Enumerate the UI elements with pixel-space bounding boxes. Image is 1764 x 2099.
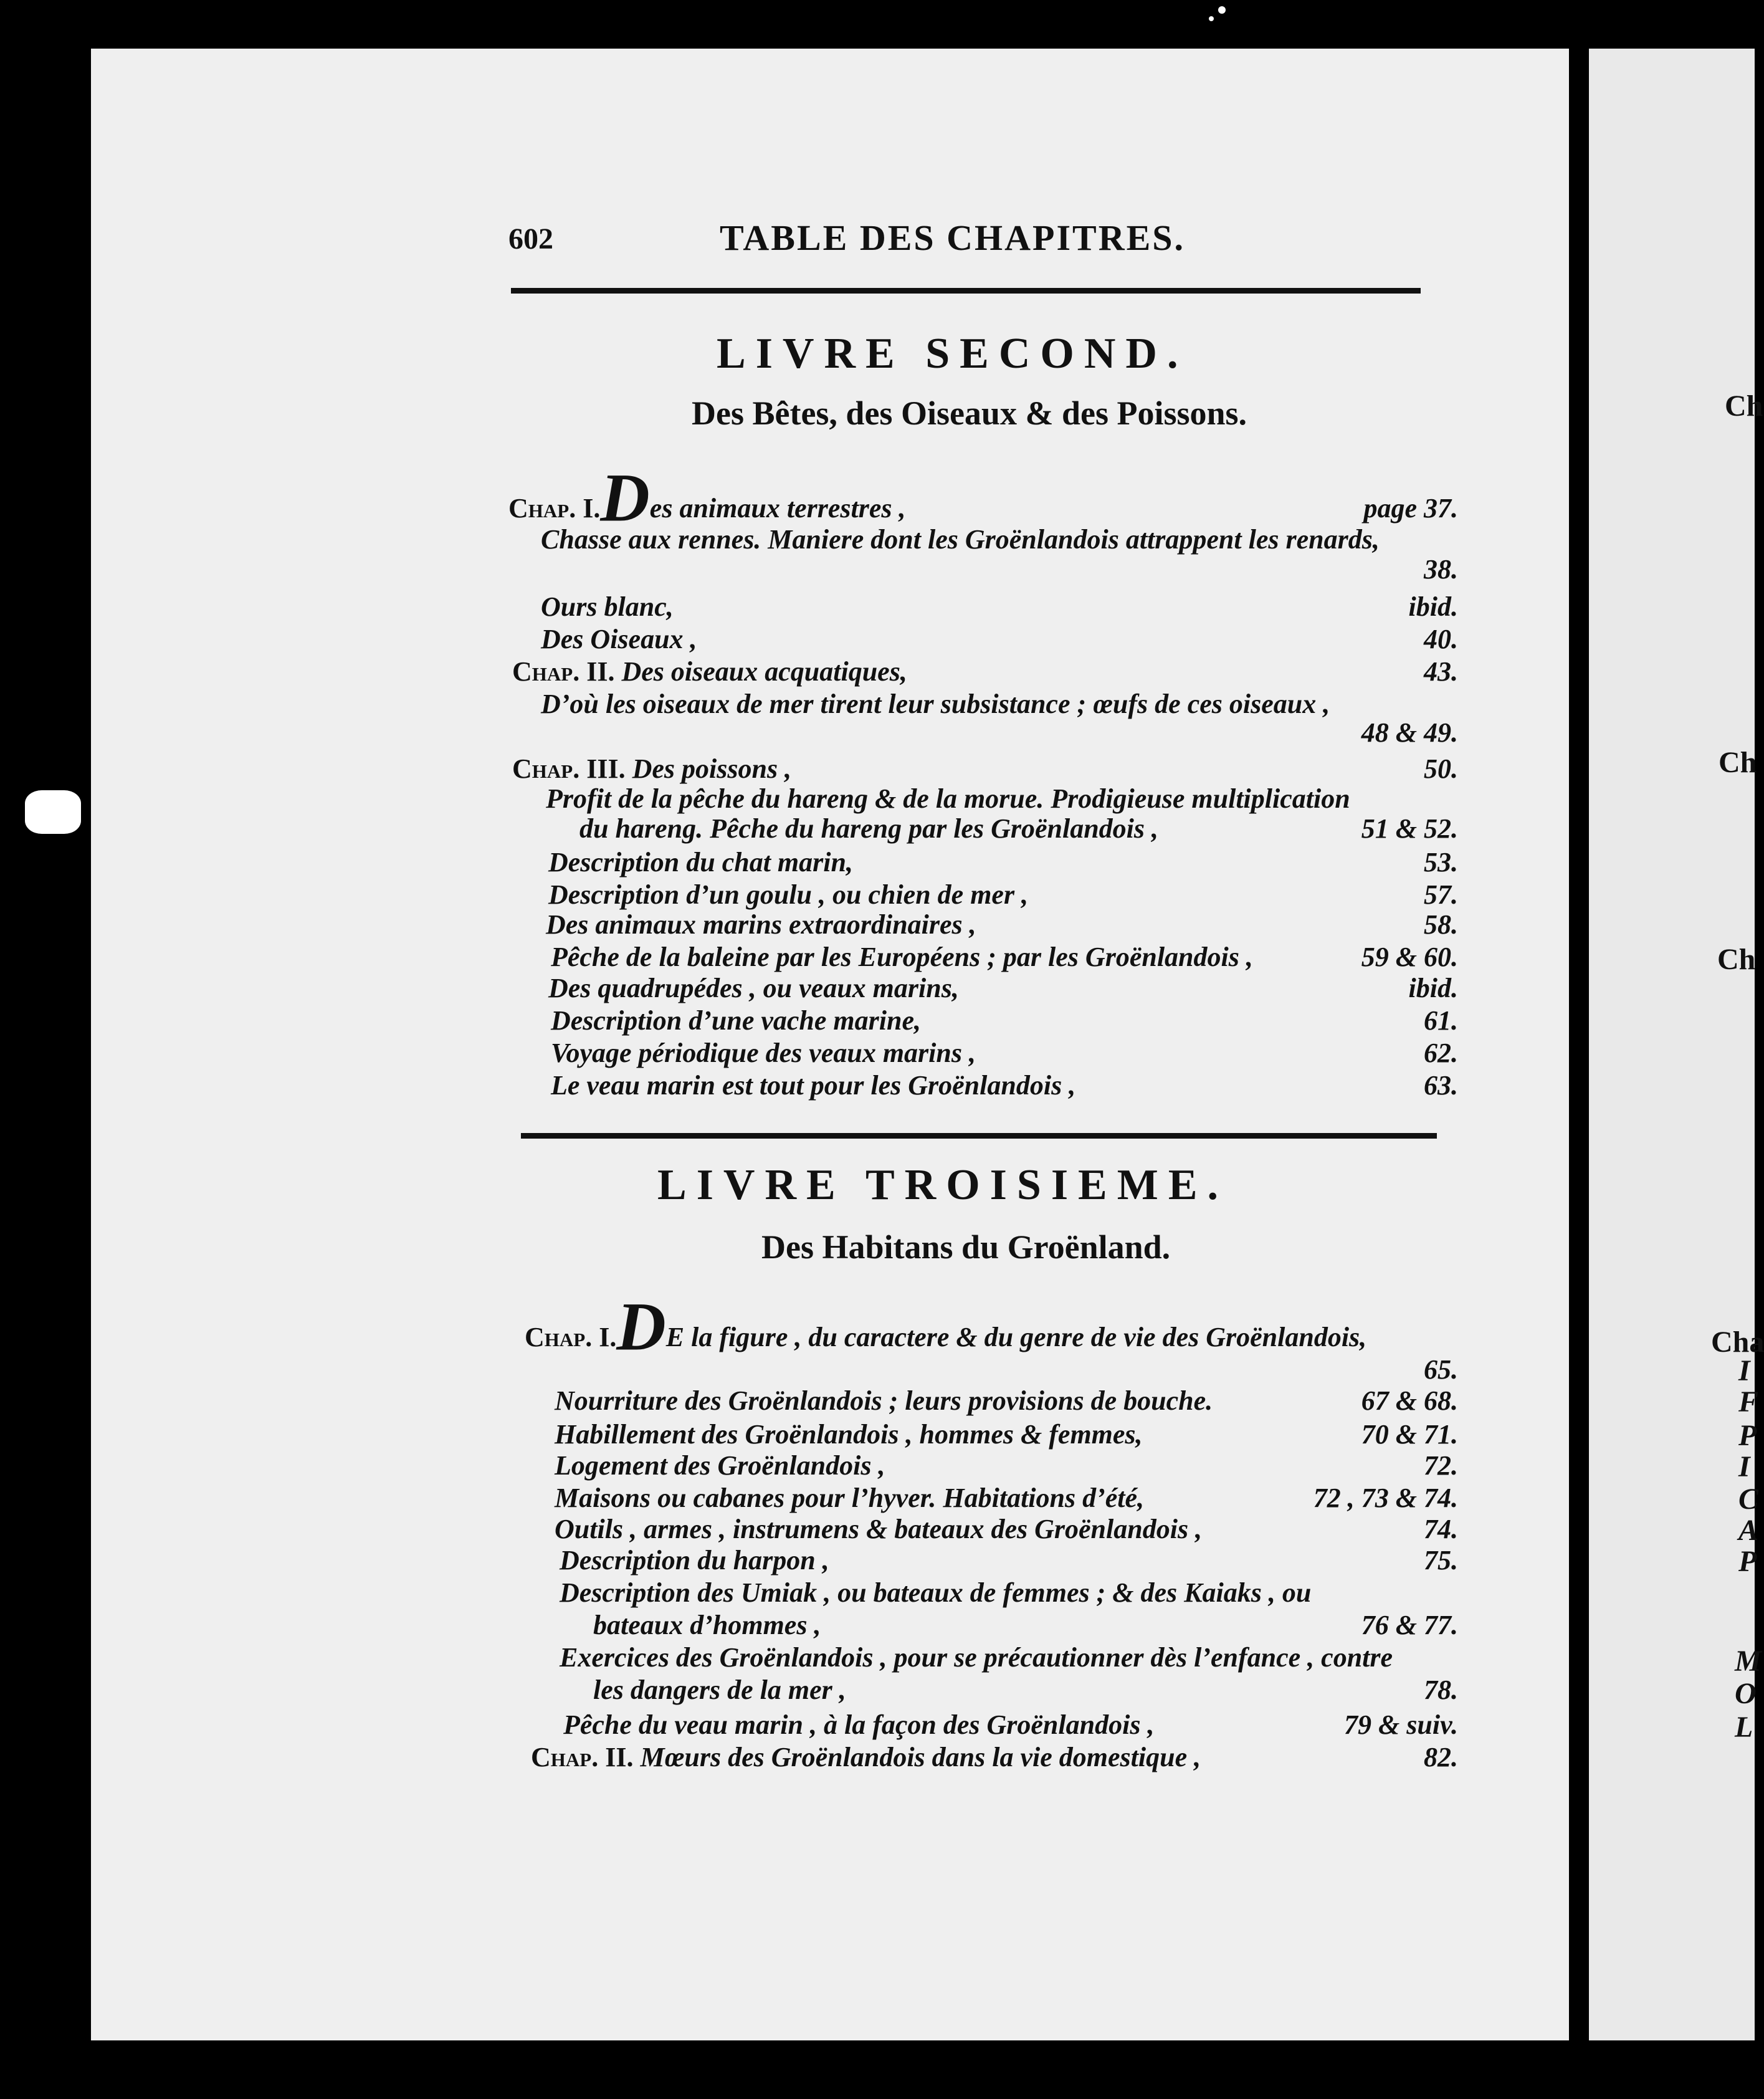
toc-entry [593,1609,821,1641]
page-reference: ibid. [1408,973,1458,1003]
entry-title: Pêche du veau marin , à la façon des Groënlandois , [563,1709,1155,1740]
toc-entry [579,813,1158,844]
entry-title: du hareng. Pêche du hareng par les Groënlandois , [579,813,1159,844]
toc-entry [525,1288,1367,1365]
adjacent-page-fragment: L [1735,1711,1753,1744]
entry-title: Voyage périodique des veaux marins , [551,1038,976,1068]
scan-speck [1209,16,1214,21]
page-reference: 72. [1424,1450,1458,1481]
toc-entry [548,879,1028,911]
page-reference: 40. [1424,624,1458,654]
chapter-label: Chap. I. [525,1322,617,1352]
book-subtitle: Des Bêtes, des Oiseaux & des Poissons. [692,394,1247,432]
toc-entry [541,591,674,623]
entry-title: Description d’un goulu , ou chien de mer , [548,879,1029,910]
toc-entry [555,1385,1213,1417]
toc-entry [546,909,976,940]
toc-entry [546,783,1350,815]
toc-entry [551,941,1253,973]
adjacent-page-fragment: O [1735,1677,1757,1710]
scan-speck [1218,6,1226,14]
entry-title: Le veau marin est tout pour les Groënlandois , [551,1070,1076,1101]
page-reference: 57. [1424,879,1458,910]
entry-title: Nourriture des Groënlandois ; leurs provisions de bouche. [555,1385,1213,1416]
toc-entry [560,1577,1311,1609]
entry-title: Description du harpon , [560,1545,829,1575]
header-rule [511,288,1421,294]
adjacent-page [1589,49,1755,2040]
entry-title: Outils , armes , instrumens & bateaux des Groënlandois , [555,1514,1203,1544]
toc-entry [551,1005,921,1036]
page-reference: 51 & 52. [1361,813,1458,844]
toc-entry [541,688,1330,720]
running-title: TABLE DES CHAPITRES. [720,218,1186,258]
entry-title: Des Oiseaux , [541,624,697,654]
toc-entry [593,1674,846,1706]
page-reference: 72 , 73 & 74. [1313,1483,1458,1513]
toc-entry [555,1513,1202,1545]
entry-title: Logement des Groënlandois , [555,1450,885,1481]
chapter-label: Chap. II. [531,1742,634,1772]
entry-title: Des animaux marins extraordinaires , [546,909,976,940]
page-reference: 63. [1424,1070,1458,1101]
page-reference: 79 & suiv. [1344,1709,1458,1740]
entry-title: Habillement des Groënlandois , hommes & femmes, [555,1419,1143,1450]
adjacent-page-fragment: Ch [1719,746,1757,779]
page-reference: 70 & 71. [1361,1419,1458,1450]
entry-title: Pêche de la baleine par les Européens ; par les Groënlandois , [551,942,1253,972]
toc-entry [555,1450,885,1481]
entry-title: D’où les oiseaux de mer tirent leur subsistance ; œufs de ces oiseaux , [541,689,1330,719]
toc-entry [512,753,791,785]
page-reference: 82. [1424,1742,1458,1772]
entry-title: Description d’une vache marine, [551,1005,921,1036]
adjacent-page-fragment: I [1738,1450,1750,1483]
page-number: 602 [508,222,553,256]
page-reference: 58. [1424,909,1458,940]
page-reference: page 37. [1363,493,1458,524]
adjacent-page-fragment: Cha [1711,1326,1764,1359]
toc-entry [531,1741,1201,1773]
adjacent-page-fragment: A [1738,1514,1759,1547]
toc-entry [555,1418,1143,1450]
section-rule [521,1133,1437,1139]
entry-title: les dangers de la mer , [593,1675,846,1705]
page-reference: 48 & 49. [1361,717,1458,748]
entry-title: Des oiseaux acquatiques, [614,656,907,687]
entry-title: Chasse aux rennes. Maniere dont les Groënlandois attrappent les renards, [541,524,1380,555]
page-reference: 76 & 77. [1361,1610,1458,1640]
toc-entry [541,524,1380,555]
toc-entry [548,972,959,1004]
toc-entry [560,1642,1393,1673]
entry-title: bateaux d’hommes , [593,1610,821,1640]
toc-entry [512,656,907,687]
page-reference: 61. [1424,1005,1458,1036]
toc-entry [555,1482,1144,1514]
toc-entry [551,1037,976,1069]
page-reference: 67 & 68. [1361,1385,1458,1416]
page-reference: 38. [1424,554,1458,585]
drop-initial: D [600,459,650,536]
scan-speck [25,790,81,834]
page-reference: 53. [1424,847,1458,877]
toc-entry [551,1069,1075,1101]
toc-entry [508,459,906,536]
entry-title: es animaux terrestres , [649,493,906,524]
adjacent-page-fragment: M [1735,1645,1762,1678]
toc-entry [548,846,853,878]
page-reference: 65. [1424,1354,1458,1385]
adjacent-page-fragment: Ch [1725,390,1763,423]
adjacent-page-fragment: I [1738,1354,1750,1387]
toc-entry [560,1544,829,1576]
entry-title: Des quadrupédes , ou veaux marins, [548,973,959,1003]
entry-title: Des poissons , [625,753,792,784]
book-title: LIVRE TROISIEME. [657,1161,1229,1209]
toc-entry [563,1709,1154,1741]
adjacent-page-fragment: Ch [1717,943,1756,976]
page-reference: 74. [1424,1514,1458,1544]
entry-title: Description du chat marin, [548,847,853,877]
chapter-label: Chap. II. [512,656,615,687]
adjacent-page-fragment: P [1738,1545,1757,1578]
page-reference: 75. [1424,1545,1458,1575]
entry-title: E la figure , du caractere & du genre de vie des Groënlandois, [665,1322,1367,1352]
entry-title: Mœurs des Groënlandois dans la vie domestique , [633,1742,1201,1772]
entry-title: Ours blanc, [541,591,674,622]
page-reference: 50. [1424,753,1458,784]
book-subtitle: Des Habitans du Groënland. [761,1228,1171,1266]
book-title: LIVRE SECOND. [717,330,1188,378]
page-reference: 62. [1424,1038,1458,1068]
page-reference: ibid. [1408,591,1458,622]
page-reference: 43. [1424,656,1458,687]
chapter-label: Chap. III. [512,753,626,784]
entry-title: Maisons ou cabanes pour l’hyver. Habitations d’été, [555,1483,1145,1513]
page-reference: 59 & 60. [1361,942,1458,972]
drop-initial: D [616,1288,666,1365]
adjacent-page-fragment: C [1738,1483,1759,1516]
entry-title: Exercices des Groënlandois , pour se précautionner dès l’enfance , contre [560,1642,1393,1673]
page-reference: 78. [1424,1675,1458,1705]
adjacent-page-fragment: F [1738,1385,1759,1418]
toc-entry [541,623,697,655]
entry-title: Profit de la pêche du hareng & de la morue. Prodigieuse multiplication [546,783,1350,814]
chapter-label: Chap. I. [508,493,601,524]
adjacent-page-fragment: P [1738,1419,1757,1452]
entry-title: Description des Umiak , ou bateaux de femmes ; & des Kaiaks , ou [560,1577,1312,1608]
